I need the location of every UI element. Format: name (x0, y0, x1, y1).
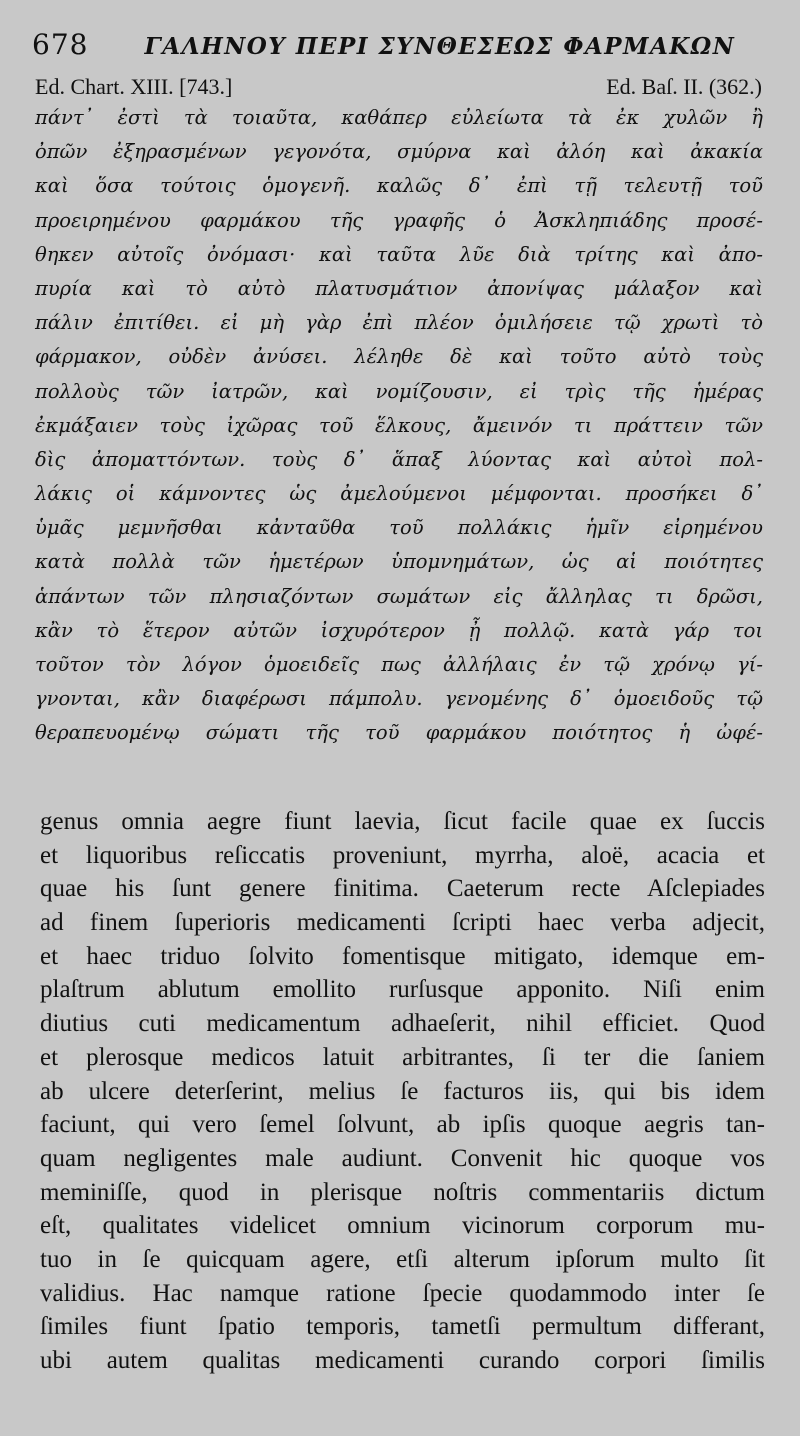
greek-text-line: πολλοὺς τῶν ἰατρῶν, καὶ νομίζουσιν, εἰ τρὶς τῆς ἡμέρας (35, 379, 763, 403)
latin-text-line: eſt, qualitates videlicet omnium vicinorum corporum mu- (40, 1212, 765, 1240)
greek-text-line: πυρία καὶ τὸ αὐτὸ πλατυσμάτιον ἀπονίψας μάλαξον καὶ (35, 276, 763, 300)
greek-text-line: λάκις οἱ κάμνοντες ὡς ἀμελούμενοι μέμφονται. προσήκει δ᾽ (35, 482, 763, 506)
latin-text-line: tuo in ſe quicquam agere, etſi alterum ipſorum multo ſit (40, 1245, 765, 1273)
latin-text-line: quae his ſunt genere finitima. Caeterum recte Aſclepiades (40, 875, 765, 903)
greek-text-line: δὶς ἀποματτόντων. τοὺς δ᾽ ἅπαξ λύοντας καὶ αὐτοὶ πολ- (35, 447, 763, 471)
latin-text-line: validius. Hac namque ratione ſpecie quodammodo inter ſe (40, 1279, 765, 1307)
latin-text-line: meminiſſe, quod in plerisque noſtris commentariis dictum (40, 1178, 765, 1206)
latin-text-line: ſimiles fiunt ſpatio temporis, tametſi permultum differant, (40, 1313, 765, 1341)
greek-text-line: γνονται, κἂν διαφέρωσι πάμπολυ. γενομένης δ᾽ ὁμοειδοῦς τῷ (35, 687, 763, 711)
greek-text-line: κἂν τὸ ἕτερον αὐτῶν ἰσχυρότερον ᾖ πολλῷ. κατὰ γάρ τοι (35, 618, 763, 642)
greek-text-line: πάντ᾽ ἐστὶ τὰ τοιαῦτα, καθάπερ εὐλείωτα τὰ ἐκ χυλῶν ἢ (35, 106, 763, 129)
greek-text-line: ἐκμάξαιεν τοὺς ἰχῶρας τοῦ ἕλκους, ἄμεινόν τι πράττειν τῶν (35, 413, 763, 437)
latin-text-line: et plerosque medicos latuit arbitrantes, ſi ter die ſaniem (40, 1043, 765, 1071)
greek-text-line: ὑμᾶς μεμνῆσθαι κἀνταῦθα τοῦ πολλάκις ἡμῖν εἰρημένου (35, 516, 763, 540)
greek-text-line: θηκεν αὐτοῖς ὀνόμασι· καὶ ταῦτα λῦε διὰ τρίτης καὶ ἀπο- (35, 242, 763, 266)
running-title: ΓΑΛΗΝΟΥ ΠΕΡΙ ΣΥΝΘΕΣΕΩΣ ΦΑΡΜΑΚΩΝ (144, 33, 736, 60)
greek-text-line: προειρημένου φαρμάκου τῆς γραφῆς ὁ Ἀσκληπιάδης προσέ- (35, 208, 763, 232)
latin-text-line: plaſtrum ablutum emollito rurſusque apponito. Niſi enim (40, 976, 765, 1004)
latin-text-line: genus omnia aegre fiunt laevia, ſicut facile quae ex ſuccis (40, 808, 765, 835)
latin-text-line: ubi autem qualitas medicamenti curando corpori ſimilis (40, 1347, 765, 1374)
greek-text-line: καὶ ὅσα τούτοις ὁμογενῆ. καλῶς δ᾽ ἐπὶ τῇ τελευτῇ τοῦ (35, 174, 763, 198)
greek-text-line: ἁπάντων τῶν πλησιαζόντων σωμάτων εἰς ἄλληλας τι δρῶσι, (35, 584, 763, 608)
latin-text-line: faciunt, qui vero ſemel ſolvunt, ab ipſis quoque aegris tan- (40, 1111, 765, 1139)
latin-text-line: quam negligentes male audiunt. Convenit hic quoque vos (40, 1144, 765, 1172)
latin-text (40, 805, 765, 1378)
greek-text-line: τοῦτον τὸν λόγον ὁμοειδεῖς πως ἀλλήλαις ἐν τῷ χρόνῳ γί- (35, 653, 763, 676)
edition-chartier: Ed. Chart. XIII. [743.] (35, 74, 233, 99)
latin-text-line: diutius cuti medicamentum adhaeſerit, nihil efficiet. Quod (40, 1010, 765, 1038)
greek-text-line: φάρμακον, οὐδὲν ἀνύσει. λέληθε δὲ καὶ τοῦτο αὐτὸ τοὺς (35, 345, 763, 369)
greek-text-line: πάλιν ἐπιτίθει. εἰ μὴ γὰρ ἐπὶ πλέον ὁμιλήσειε τῷ χρωτὶ τὸ (35, 311, 763, 335)
greek-text-line: ὀπῶν ἐξηρασμένων γεγονότα, σμύρνα καὶ ἀλόη καὶ ἀκακία (35, 140, 763, 164)
greek-text (35, 101, 763, 751)
page-header (32, 28, 762, 68)
latin-text-line: ab ulcere deterſerint, melius ſe facturos iis, qui bis idem (40, 1077, 765, 1105)
latin-text-line: ad finem ſuperioris medicamenti ſcripti haec verba adjecit, (40, 909, 765, 937)
latin-text-line: et haec triduo ſolvito fomentisque mitigato, idemque em- (40, 942, 765, 970)
edition-basel: Ed. Baſ. II. (362.) (606, 74, 762, 99)
greek-text-line: κατὰ πολλὰ τῶν ἡμετέρων ὑπομνημάτων, ὡς αἱ ποιότητες (35, 550, 763, 574)
edition-references (35, 74, 762, 100)
page-number: 678 (32, 28, 89, 61)
greek-text-line: θεραπευομένῳ σώματι τῆς τοῦ φαρμάκου ποιότητος ἡ ὠφέ- (35, 721, 763, 745)
latin-text-line: et liquoribus reſiccatis proveniunt, myrrha, aloë, acacia et (40, 841, 765, 869)
